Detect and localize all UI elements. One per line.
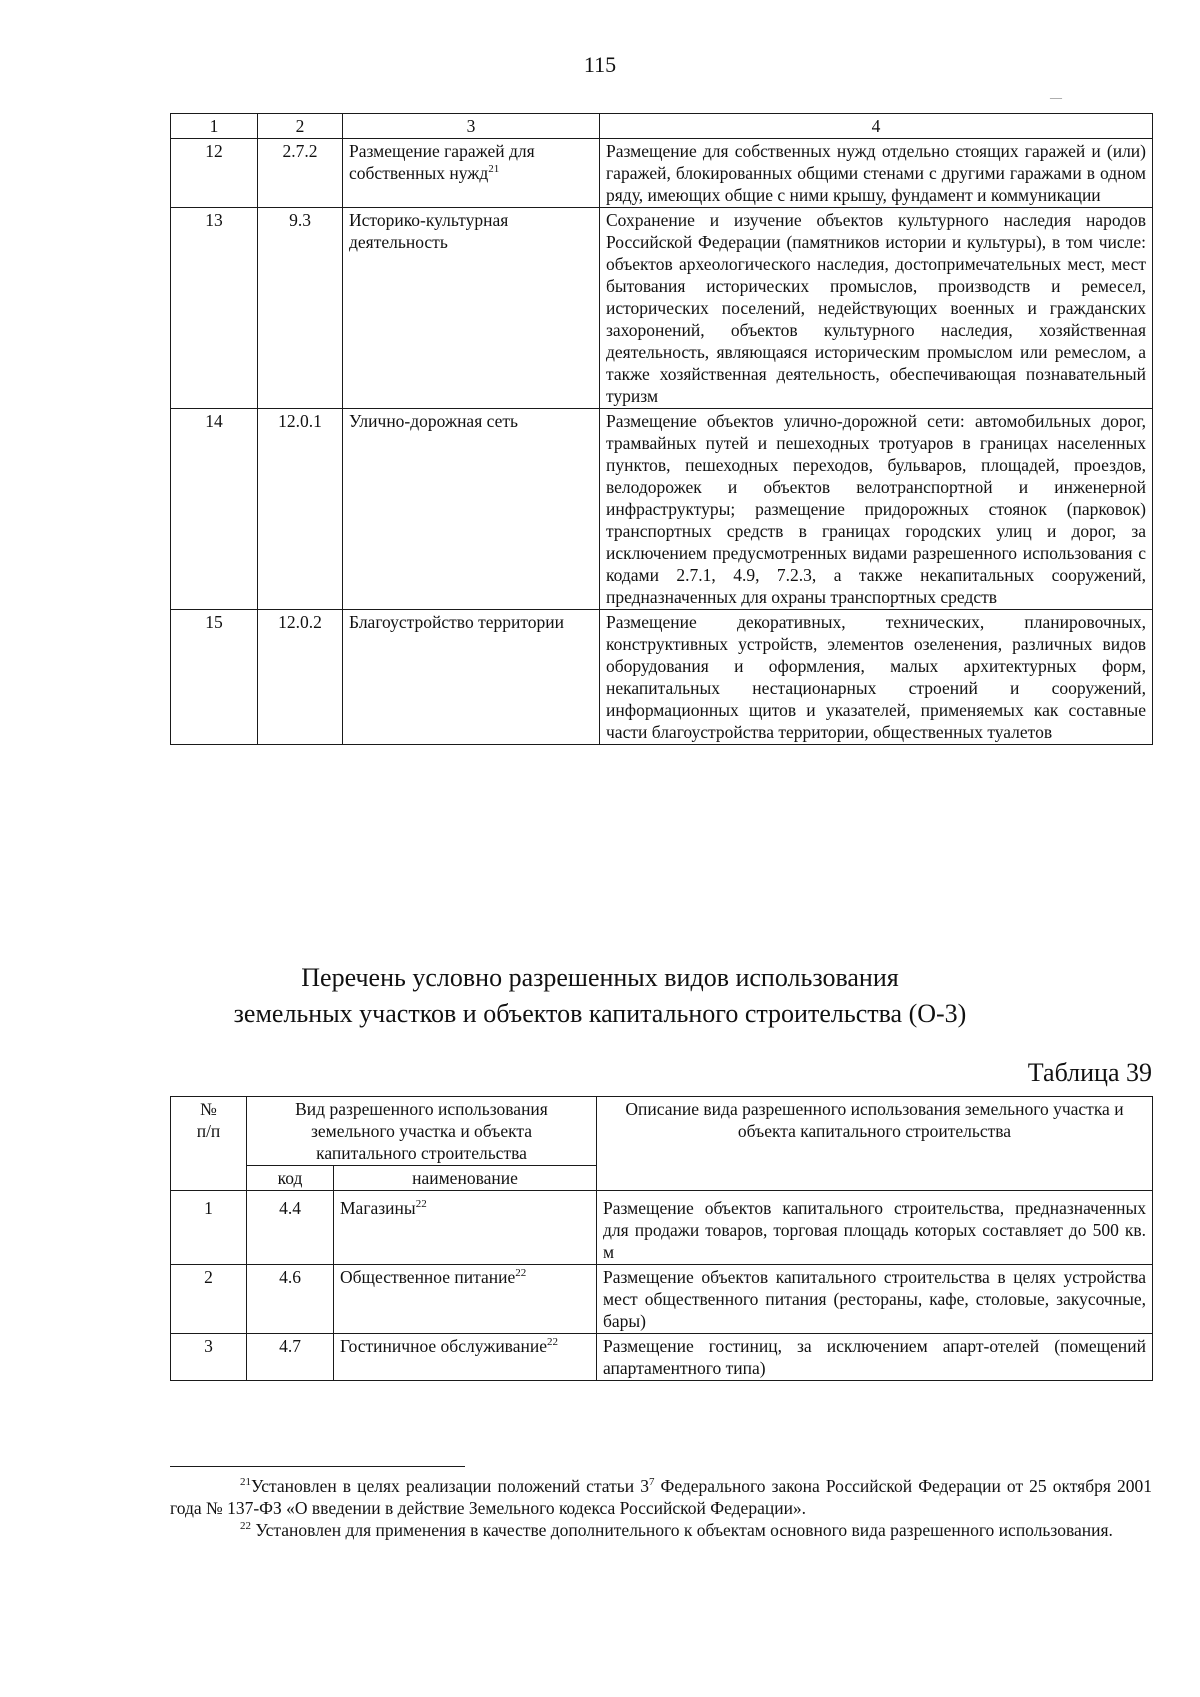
row-name-cell — [334, 1191, 597, 1265]
row-code: 12.0.1 — [258, 409, 343, 610]
row-code: 12.0.2 — [258, 610, 343, 745]
row-number: 1 — [171, 1191, 247, 1265]
footnote-text: Установлен для применения в качестве дополнительного к объектам основного вида разрешенного использования. — [251, 1520, 1113, 1540]
column-header: 1 — [171, 114, 258, 139]
page-number: 115 — [583, 52, 617, 77]
row-name: Размещение гаражей для собственных нужд — [349, 141, 535, 183]
row-description: Размещение декоративных, технических, планировочных, конструктивных устройств, элементов озеленения, различных видов оборудования и оформления, малых архитектурных форм, некапитальных нестационарных строений и сооружений, информационных щитов и указателей, применяемых как составные части благоустройства территории, общественных туалетов — [600, 610, 1153, 745]
row-description: Размещение объектов капитального строительства в целях устройства мест общественного питания (рестораны, кафе, столовые, закусочные, бары) — [597, 1265, 1153, 1334]
row-description: Сохранение и изучение объектов культурного наследия народов Российской Федерации (памятников истории и культуры), в том числе: объектов археологического наследия, достопримечательных мест, мест бытования исторических промыслов, производств и ремесел, исторических поселений, недействующих военных и гражданских захоронений, объектов культурного наследия, хозяйственная деятельность, являющаяся историческим промыслом или ремеслом, а также хозяйственная деятельность, обеспечивающая познавательный туризм — [600, 208, 1153, 409]
footnote-mark: 22 — [240, 1520, 251, 1533]
heading-line: земельных участков и объектов капитального строительства (О-3) — [233, 999, 967, 1028]
row-description: Размещение гостиниц, за исключением апарт-отелей (помещений апартаментного типа) — [597, 1334, 1153, 1381]
row-name: Магазины — [340, 1198, 416, 1218]
footnote-ref: 21 — [488, 163, 500, 176]
row-code: 4.6 — [247, 1265, 334, 1334]
header-group: Вид разрешенного использования земельного участка и объекта капитального строительства — [247, 1097, 597, 1166]
section-heading — [0, 960, 1200, 1032]
table-caption: Таблица 39 — [1027, 1058, 1152, 1087]
column-header: 2 — [258, 114, 343, 139]
row-number: 14 — [171, 409, 258, 610]
row-name: Историко-культурная деятельность — [343, 208, 600, 409]
column-header: 4 — [600, 114, 1153, 139]
row-description: Размещение для собственных нужд отдельно стоящих гаражей и (или) гаражей, блокированных общими стенами с другими гаражами в одном ряду, имеющих общие с ними крышу, фундамент и коммуникации — [600, 139, 1153, 208]
table-header-row — [171, 1097, 1153, 1166]
row-name-cell — [334, 1265, 597, 1334]
table-row — [171, 409, 1153, 610]
table-header-row — [171, 114, 1153, 139]
header-code: код — [247, 1166, 334, 1191]
scan-mark: — — [1050, 90, 1062, 104]
footnote-text: Федерального закона Российской Федерации от 25 октября 2001 года № 137-ФЗ «О введении в действие Земельного кодекса Российской Федерации». — [170, 1476, 1153, 1518]
header-description: Описание вида разрешенного использования земельного участка и объекта капитального строительства — [597, 1097, 1153, 1191]
table-row — [171, 139, 1153, 208]
row-number: 3 — [171, 1334, 247, 1381]
table-row — [171, 1265, 1153, 1334]
footnote-text: Установлен в целях реализации положений статьи 3 — [251, 1476, 649, 1496]
row-number: 15 — [171, 610, 258, 745]
table-continuation — [170, 113, 1153, 745]
row-description: Размещение объектов улично-дорожной сети: автомобильных дорог, трамвайных путей и пешеходных тротуаров в границах населенных пунктов, пешеходных переходов, бульваров, площадей, проездов, велодорожек и объектов велотранспортной и инженерной инфраструктуры; размещение придорожных стоянок (парковок) транспортных средств в границах городских улиц и дорог, за исключением предусмотренных видами разрешенного использования с кодами 2.7.1, 4.9, 7.2.3, а также некапитальных сооружений, предназначенных для охраны транспортных средств — [600, 409, 1153, 610]
row-number: 2 — [171, 1265, 247, 1334]
footnote-ref: 22 — [415, 1198, 427, 1211]
table-row — [171, 1334, 1153, 1381]
header-name: наименование — [334, 1166, 597, 1191]
row-name: Гостиничное обслуживание — [340, 1336, 547, 1356]
row-number: 12 — [171, 139, 258, 208]
row-code: 4.4 — [247, 1191, 334, 1265]
heading-line: Перечень условно разрешенных видов использования — [301, 963, 899, 992]
row-code: 9.3 — [258, 208, 343, 409]
header-number: № п/п — [171, 1097, 247, 1191]
column-header: 3 — [343, 114, 600, 139]
footnote-21 — [170, 1475, 1152, 1519]
footnote-divider — [170, 1466, 465, 1467]
row-code: 4.7 — [247, 1334, 334, 1381]
table-row — [171, 610, 1153, 745]
table-row — [171, 208, 1153, 409]
table-row — [171, 1191, 1153, 1265]
footnote-ref: 22 — [515, 1267, 527, 1280]
footnote-mark: 21 — [240, 1476, 251, 1489]
row-name-cell — [343, 139, 600, 208]
row-name: Благоустройство территории — [343, 610, 600, 745]
row-name-cell — [334, 1334, 597, 1381]
footnote-ref: 22 — [546, 1336, 558, 1349]
row-description: Размещение объектов капитального строительства, предназначенных для продажи товаров, торговая площадь которых составляет до 500 кв. м — [597, 1191, 1153, 1265]
footnote-22 — [170, 1519, 1152, 1541]
conditional-uses-table — [170, 1096, 1153, 1381]
footnotes — [170, 1475, 1152, 1541]
row-name: Улично-дорожная сеть — [343, 409, 600, 610]
row-name: Общественное питание — [340, 1267, 516, 1287]
article-superscript: 7 — [648, 1476, 655, 1489]
row-number: 13 — [171, 208, 258, 409]
row-code: 2.7.2 — [258, 139, 343, 208]
